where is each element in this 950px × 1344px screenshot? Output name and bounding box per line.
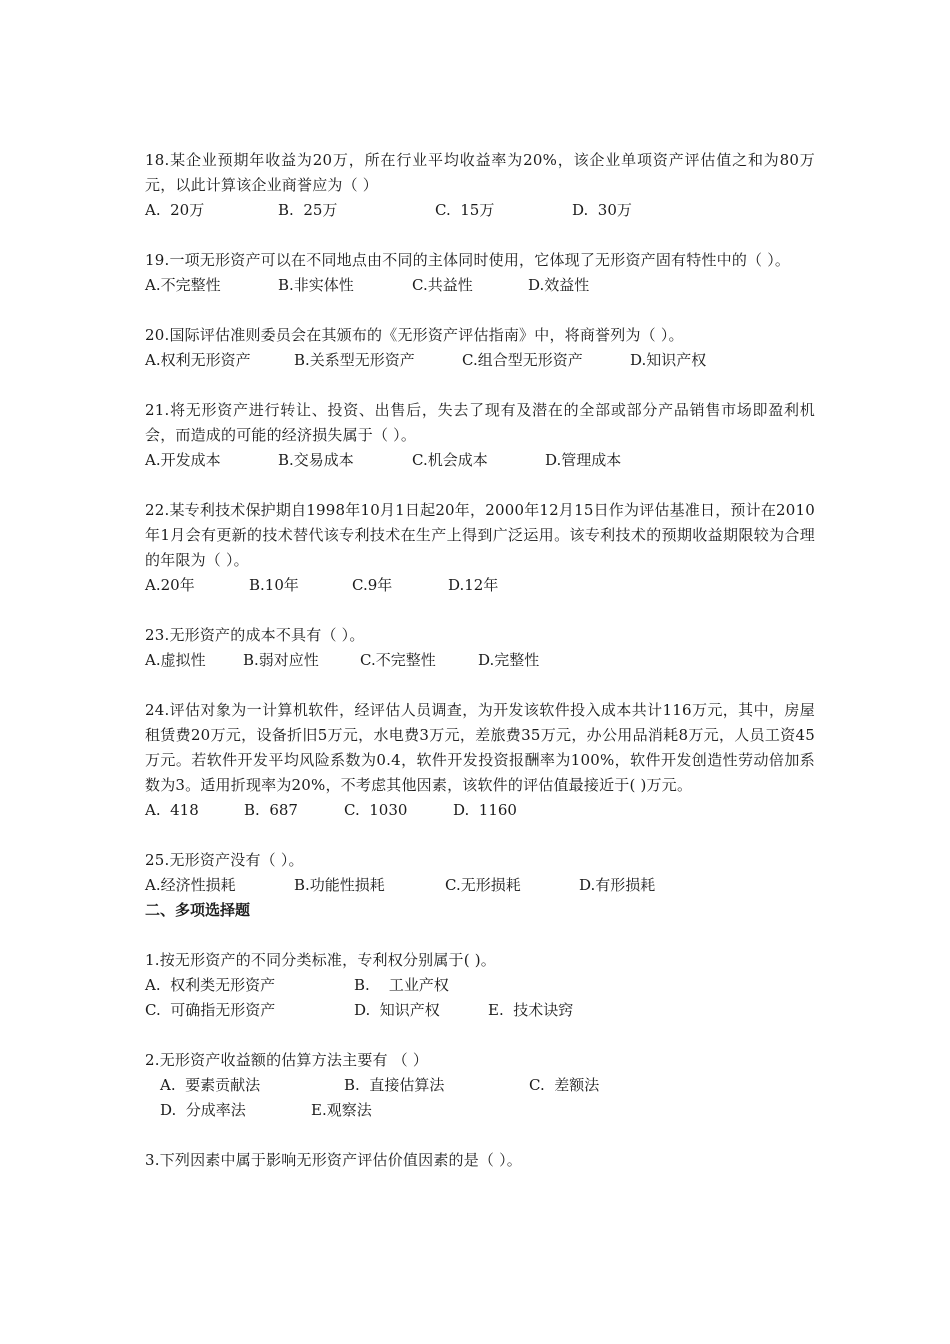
option-a: A.权利无形资产 [145,351,251,369]
question-24 [145,698,815,823]
option-c: C.组合型无形资产 [462,351,583,369]
multi-question-3 [145,1148,815,1173]
option-d: D.知识产权 [630,351,707,369]
question-stem: 18.某企业预期年收益为20万，所在行业平均收益率为20%，该企业单项资产评估值之和为80万元，以此计算该企业商誉应为（ ） [145,151,815,194]
option-a: A.开发成本 [145,451,221,469]
option-c: C. 1030 [344,801,408,819]
option-row [145,1073,815,1098]
question-20 [145,323,815,373]
question-22 [145,498,815,598]
option-b: B.交易成本 [278,451,354,469]
option-d: D.完整性 [478,651,540,669]
option-d: D.有形损耗 [579,876,656,894]
option-row [145,1098,815,1123]
option-row [145,873,815,898]
option-b: B.非实体性 [278,276,354,294]
option-a: A.20年 [145,576,195,594]
question-19 [145,248,815,298]
question-stem: 2.无形资产收益额的估算方法主要有 （ ） [145,1051,429,1069]
question-21 [145,398,815,473]
option-e: E.观察法 [311,1101,372,1119]
option-a: A. 要素贡献法 [160,1076,261,1094]
option-c: C. 15万 [435,201,495,219]
option-c: C.共益性 [412,276,473,294]
option-a: A. 418 [145,801,199,819]
option-b: B.功能性损耗 [294,876,385,894]
question-stem: 25.无形资产没有（ ）。 [145,851,304,869]
question-stem: 22.某专利技术保护期自1998年10月1日起20年，2000年12月15日作为评估基准日，预计在2010年1月会有更新的技术替代该专利技术在生产上得到广泛运用。该专利技术的预期收益期限较为合理的年限为（ ）。 [145,501,815,569]
option-e: E. 技术诀窍 [488,1001,574,1019]
question-23 [145,623,815,673]
option-b: B.10年 [249,576,299,594]
option-d: D. 30万 [572,201,632,219]
option-a: A.虚拟性 [145,651,206,669]
option-b: B. 25万 [278,201,338,219]
option-d: D. 分成率法 [160,1101,246,1119]
option-a: A.经济性损耗 [145,876,236,894]
question-stem: 19.一项无形资产可以在不同地点由不同的主体同时使用，它体现了无形资产固有特性中的（ ）。 [145,251,791,269]
option-c: C. 可确指无形资产 [145,1001,276,1019]
section-heading: 二、多项选择题 [145,901,251,919]
option-d: D.管理成本 [545,451,622,469]
option-a: A.不完整性 [145,276,221,294]
option-a: A. 20万 [145,201,205,219]
option-c: C. 差额法 [529,1076,600,1094]
option-row [145,973,815,998]
option-b: B. 直接估算法 [344,1076,445,1094]
document-body [145,148,815,1198]
question-stem: 21.将无形资产进行转让、投资、出售后，失去了现有及潜在的全部或部分产品销售市场即盈利机会，而造成的可能的经济损失属于（ ）。 [145,401,815,444]
option-row [145,573,815,598]
option-c: C.不完整性 [360,651,436,669]
question-stem: 24.评估对象为一计算机软件，经评估人员调查，为开发该软件投入成本共计116万元，其中，房屋租赁费20万元，设备折旧5万元，水电费3万元，差旅费35万元，办公用品消耗8万元，人员工资45万元。若软件开发平均风险系数为0.4，软件开发投资报酬率为100%，软件开发创造性劳动倍加系数为3。适用折现率为20%，不考虑其他因素，该软件的评估值最接近于( )万元。 [145,701,815,794]
option-b: B. 687 [244,801,298,819]
option-d: D. 1160 [453,801,517,819]
option-c: C.9年 [352,576,393,594]
option-row [145,448,815,473]
option-row [145,998,815,1023]
option-row [145,198,815,223]
question-stem: 23.无形资产的成本不具有（ ）。 [145,626,365,644]
option-c: C.无形损耗 [445,876,521,894]
question-18 [145,148,815,223]
option-d: D. 知识产权 [354,1001,440,1019]
option-b: B.关系型无形资产 [294,351,415,369]
option-d: D.效益性 [528,276,590,294]
question-25 [145,848,815,898]
option-d: D.12年 [448,576,499,594]
question-stem: 3.下列因素中属于影响无形资产评估价值因素的是（ ）。 [145,1151,522,1169]
question-stem: 1.按无形资产的不同分类标准，专利权分别属于( )。 [145,951,496,969]
option-row [145,798,815,823]
option-b: B. 工业产权 [354,976,449,994]
option-a: A. 权利类无形资产 [145,976,276,994]
option-row [145,273,815,298]
option-row [145,348,815,373]
multi-question-1 [145,948,815,1023]
option-c: C.机会成本 [412,451,488,469]
question-stem: 20.国际评估准则委员会在其颁布的《无形资产评估指南》中，将商誉列为（ ）。 [145,326,684,344]
multi-question-2 [145,1048,815,1123]
option-b: B.弱对应性 [243,651,319,669]
option-row [145,648,815,673]
